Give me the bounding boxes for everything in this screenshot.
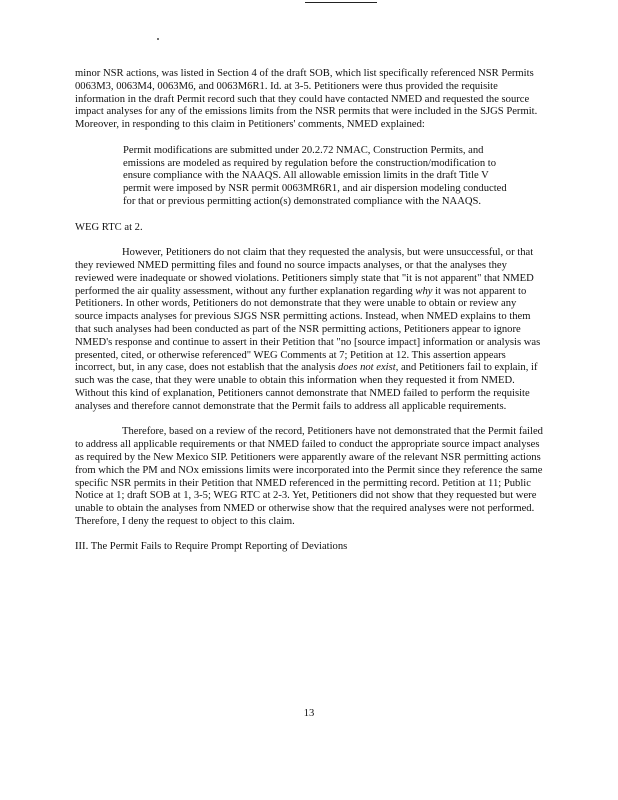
- paragraph-1: minor NSR actions, was listed in Section 4 of the draft SOB, which list specifically referenced NSR Permits 0063M3, 0063M4, 0063M6, and 0063M6R1. Id. at 3-5. Petitioners were thus provided the requisite information in the draft Permit record such that they could have contacted NMED and requested the source impact analyses for any of the emissions limits from the NSR permits that were included in the SJGS Permit. Moreover, in responding to this claim in Petitioners' comments, NMED explained:: [75, 68, 538, 131]
- emphasis-why: why: [415, 285, 433, 297]
- paragraph-2-text-a: However, Petitioners do not claim that they requested the analysis, but were unsuccessful, or that they reviewed NMED permitting files and found no source impacts analyses, or that the analyses they reviewed were inadequate or showed violations. Petitioners simply state that "it is not apparent" that NMED performed the air quality assessment, without any further explanation regarding: [75, 247, 534, 297]
- quote-citation: WEG RTC at 2.: [75, 221, 143, 233]
- page-number: 13: [303, 708, 315, 719]
- emphasis-does-not-exist: does not exist: [338, 362, 396, 374]
- scan-speck: [157, 38, 159, 40]
- paragraph-2-text-c: it was not apparent to Petitioners. In other words, Petitioners do not demonstrate that they were unable to obtain or review any source impacts analyses for previous SJGS NSR permitting actions. Instead, when NMED explains to them that such analyses had been conducted as part of the NSR permitting actions, Petitioners appear to ignore NMED's response and continue to assert in their Petition that "no [source impact] information or analysis was presented, cited, or otherwise referenced" WEG Comments at 7; Petition at 12. This assertion appears incorrect, but, in any case, does not establish that the analysis: [75, 285, 541, 374]
- top-rule: [305, 2, 377, 3]
- paragraph-2-text-e: , and Petitioners fail to explain, if such was the case, that they were unable to obtain this information when they requested it from NMED. Without this kind of explanation, Petitioners cannot demonstrate that NMED failed to perform the requisite analyses and therefore cannot demonstrate that the Permit fails to address all applicable requirements.: [75, 362, 538, 412]
- paragraph-2: [75, 247, 545, 413]
- section-heading: III. The Permit Fails to Require Prompt Reporting of Deviations: [75, 541, 348, 553]
- block-quote: Permit modifications are submitted under 20.2.72 NMAC, Construction Permits, and emissions are modeled as required by regulation before the construction/modification to ensure compliance with the NAAQS. All allowable emission limits in the draft Title V permit were imposed by NSR permit 0063MR6R1, and air dispersion modeling conducted for that or previous permitting action(s) demonstrated compliance with the NAAQS.: [123, 144, 507, 207]
- paragraph-3: Therefore, based on a review of the record, Petitioners have not demonstrated that the Permit failed to address all applicable requirements or that NMED failed to conduct the appropriate source impact analyses as required by the New Mexico SIP. Petitioners were apparently aware of the relevant NSR permitting actions from which the PM and NOx emissions limits were incorporated into the Permit since they reference the same specific NSR permits in their Petition that NMED referenced in the permitting record. Petition at 11; Public Notice at 1; draft SOB at 1, 3-5; WEG RTC at 2-3. Yet, Petitioners did not show that they requested but were unable to obtain the analyses from NMED or otherwise show that the required analyses were not performed. Therefore, I deny the request to object to this claim.: [75, 426, 543, 527]
- document-body: [75, 68, 545, 554]
